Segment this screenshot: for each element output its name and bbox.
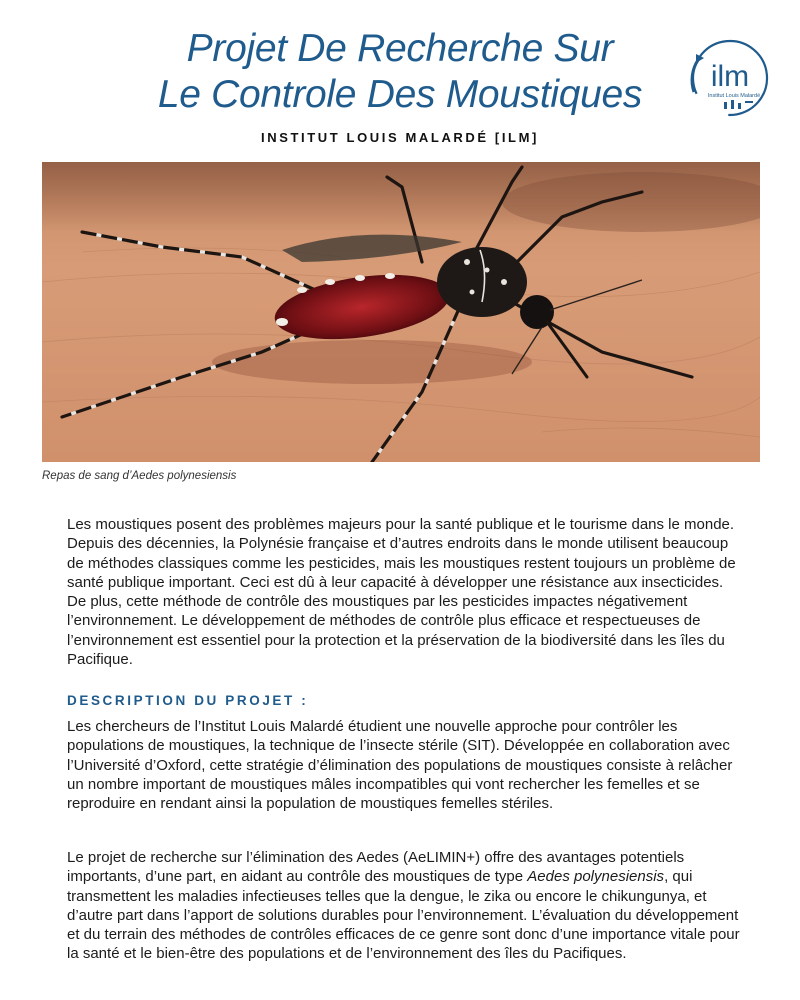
mosquito-photo (42, 162, 760, 462)
title-line-1: Projet De Recherche Sur (186, 27, 614, 70)
section-heading: DESCRIPTION DU PROJET : (67, 693, 309, 708)
paragraph-2-text-start: Le projet de recherche sur l’élimination des Aedes (AeLIMIN+) offre des avantages potentiels importants, d’une part, en aidant au contrôle des moustiques de type (67, 849, 685, 886)
document-title (0, 26, 800, 118)
logo-subtitle: Institut Louis Malardé (707, 93, 761, 99)
description-paragraph-1: Les chercheurs de l’Institut Louis Malardé étudient une nouvelle approche pour contrôler les populations de moustiques, la technique de l’insecte stérile (SIT). Développée en collaboration avec l’Université d’Oxford, cette stratégie d’élimination des populations de moustiques consiste à relâcher un nombre important de moustiques mâles incompatibles qui vont rechercher les femelles et se reproduire en rendant ainsi la population de moustiques femelles stériles. (67, 718, 733, 813)
title-line-2: Le Controle Des Moustiques (157, 73, 643, 116)
species-name: Aedes polynesiensis (527, 868, 665, 886)
description-paragraph-2 (67, 848, 743, 964)
logo-letters: ilm (710, 60, 750, 93)
intro-paragraph: Les moustiques posent des problèmes majeurs pour la santé publique et le tourisme dans le monde. Depuis des décennies, la Polynésie française et d’autres endroits dans le monde utilisent beaucoup de méthodes classiques comme les pesticides, mais les moustiques restent toujours un problème de santé publique important. Ceci est dû à leur capacité à développer une résistance aux insecticides. De plus, cette méthode de contrôle des moustiques par les pesticides impactes négativement l’environnement. Le développement de méthodes de contrôle plus efficace et respectueuses de l’environnement est essentiel pour la protection et la préservation de la biodiversité dans les îles du Pacifique. (67, 516, 736, 669)
paragraph-2-text-end: , qui transmettent les maladies infectieuses telles que la dengue, le zika ou encore le chikungunya, et d’autre part dans l’apport de solutions durables pour l’environnement. L’évaluation du développement et du terrain des méthodes de contrôles efficaces de ce genre sont donc d’une importance vitale pour la santé et le bien-être des populations et de l’environnement des îles du Pacifiques. (67, 868, 740, 963)
ilm-logo (684, 36, 776, 120)
institute-name: INSTITUT LOUIS MALARDÉ [ILM] (261, 130, 539, 145)
photo-caption: Repas de sang d’Aedes polynesiensis (42, 470, 237, 482)
